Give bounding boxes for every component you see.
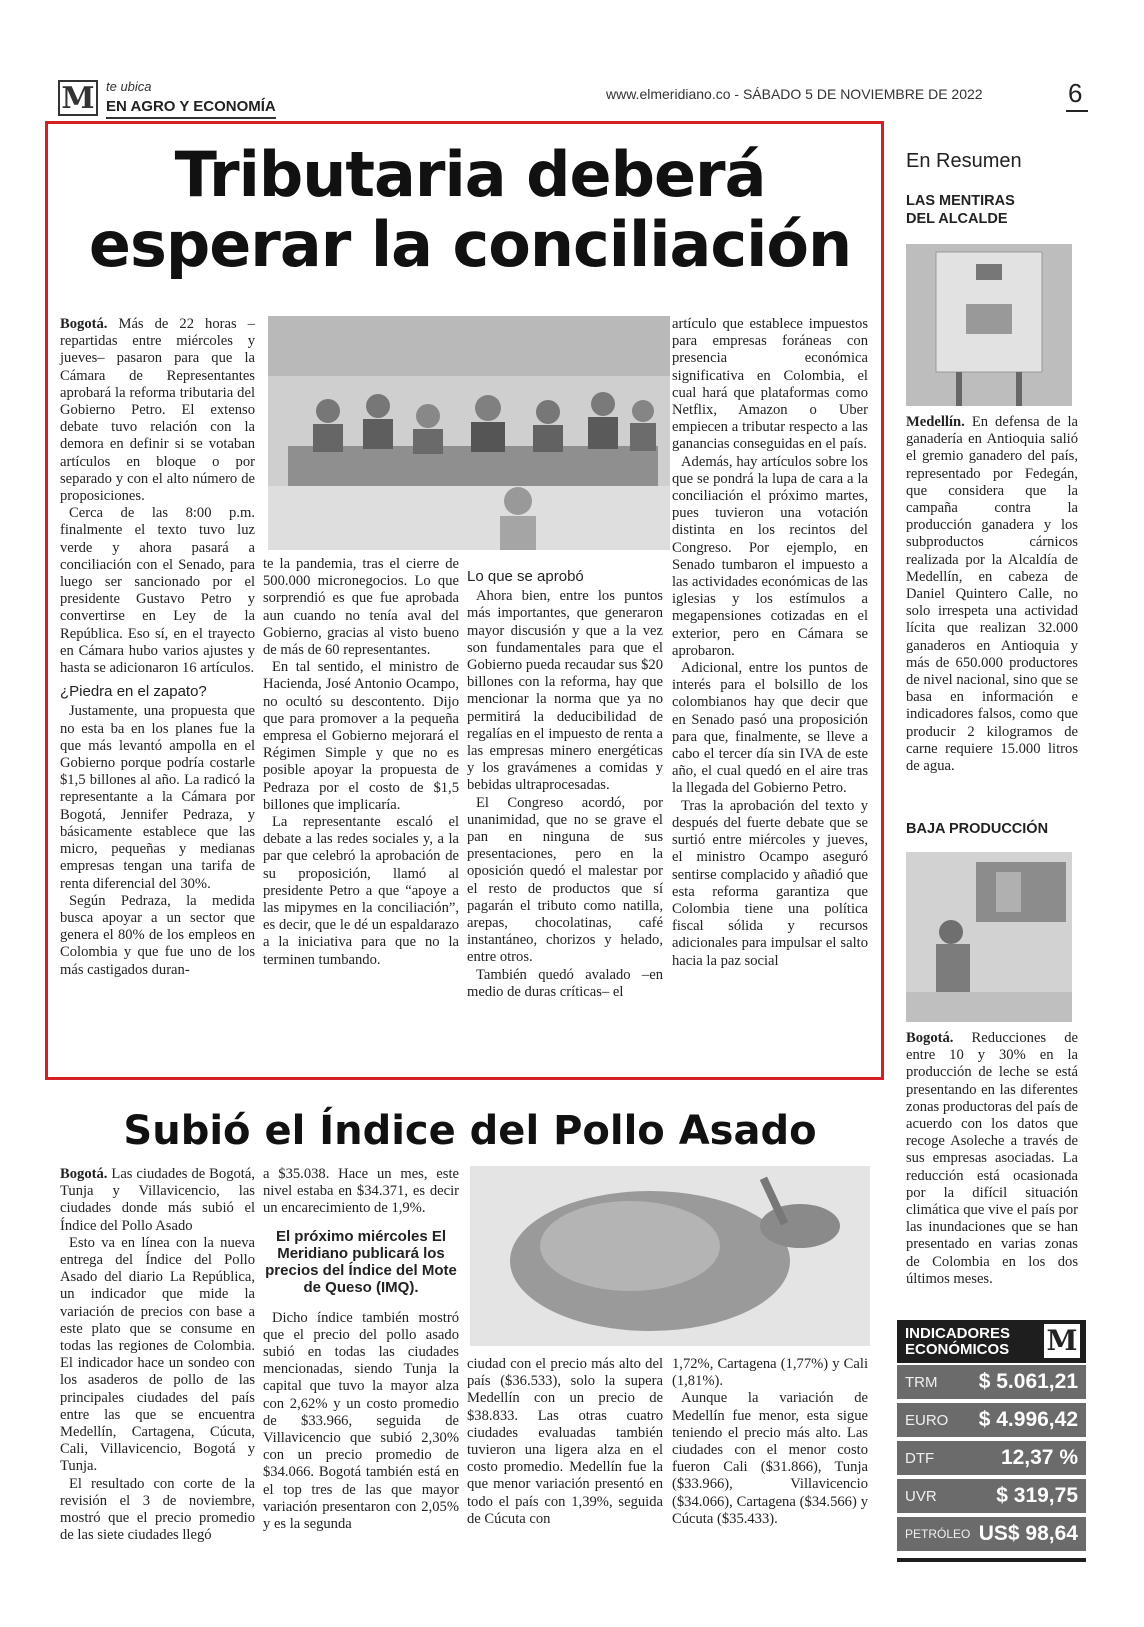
paragraph: Esto va en línea con la nueva entrega del Índice del Pollo Asado del diario La República, un indicador que mide la variación de precios con base a este plato que se consume en todas las regiones de Colombia. El indicador hace un sondeo con los asaderos de pollo de las principales ciudades del país entre las que se encuentra Medellín, Cartagena, Cúcuta, Cali, Villavicencio, Bogotá y Tunja. [60, 1234, 255, 1475]
sidebar-title: En Resumen [906, 150, 1022, 172]
indicator-label: UVR [905, 1487, 937, 1505]
indicator-value: $ 4.996,42 [978, 1408, 1078, 1431]
article1-column-1 [60, 316, 255, 979]
indicators-title-line-1: INDICADORES [905, 1325, 1011, 1342]
milk-farmer-photo [906, 852, 1072, 1022]
billboard-illustration [906, 244, 1072, 406]
article2-column-2 [263, 1166, 459, 1533]
dateline: Bogotá. [60, 316, 108, 332]
indicator-value: 12,37 % [1000, 1446, 1078, 1469]
paragraph: Reducciones de entre 10 y 30% en la producción de leche se está presentando en las diferentes zonas productoras del país de acuerdo con los datos que recoge Asoleche a través de sus empresas asociadas. La reducción está ocasionada por la difícil situación climática que vive el país por las inundaciones que se han presentado en varias zonas de Colombia en los dos últimos meses. [906, 1030, 1078, 1287]
article2-column-3 [467, 1356, 663, 1528]
indicator-row-euro [897, 1403, 1086, 1437]
indicator-value: $ 5.061,21 [978, 1370, 1078, 1393]
paragraph: ciudad con el precio más alto del país ($36.533), solo la supera Medellín con un precio de $38.833. Las otras cuatro ciudades evaluadas también tuvieron una ligera alza en el costo promedio. Medellín fue la que menor variación presentó en todo el país con 1,39%, seguida de Cúcuta con [467, 1356, 663, 1527]
article-headline [60, 140, 880, 280]
dateline: Bogotá. [906, 1030, 954, 1046]
article1-column-2 [263, 556, 459, 969]
indicators-header [897, 1320, 1086, 1363]
roast-chicken-photo [470, 1166, 870, 1346]
paragraph: La representante escaló el debate a las redes sociales y, a la par que celebró la aprobación de su proposición, llamó al presidente Petro a que “apoye a las mipymes en la conciliación”, es decir, que le dé un espaldarazo a la iniciativa para que no la terminen tumbando. [263, 814, 459, 968]
billboard-photo [906, 244, 1072, 406]
paragraph: Tras la aprobación del texto y después del fuerte debate que se surtió entre miércoles y jueves, el ministro Ocampo aseguró sentirse complacido y añadió que esta reforma garantiza que Colombia tiene una política fiscal sólida y recursos adicionales para impulsar el salto hacia la paz social [672, 797, 868, 969]
milk-farmer-illustration [906, 852, 1072, 1022]
paragraph: También quedó avalado –en medio de duras críticas– el [467, 966, 663, 1000]
subheading: ¿Piedra en el zapato? [60, 683, 207, 701]
indicator-label: EURO [905, 1411, 949, 1429]
paragraph: Más de 22 horas –repartidas entre miércoles y jueves– pasaron para que la Cámara de Representantes aprobará la reforma tributaria del Gobierno Petro. El extenso debate tuvo relación con la demora en definir si se votaban artículos en bloque o por separado y con el alto número de proposiciones. [60, 316, 255, 505]
article1-column-4 [672, 316, 868, 970]
indicators-logo: M [1044, 1324, 1080, 1358]
paragraph: El resultado con corte de la revisión el 3 de noviembre, mostró que el precio promedio de las siete ciudades llegó [60, 1475, 255, 1544]
sidebar-item2-body [906, 1030, 1078, 1288]
paragraph: Las ciudades de Bogotá, Tunja y Villavicencio, las ciudades donde más subió el Índice del Pollo Asado [60, 1166, 255, 1234]
paragraph: En defensa de la ganadería en Antioquia salió el gremio ganadero del país, representado por Fedegán, que considera que la campaña contra la producción ganadera y los subproductos cárnicos realizada por la Alcaldía de Medellín, en cabeza de Daniel Quintero Calle, no solo irrespeta una actividad lícita que realizan 32.000 ganaderos en Antioquia y más de 650.000 productores de nivel nacional, sino que se basa en información e indicadores falsos, como que producir 2 kilogramos de carne requiere 15.000 litros de agua. [906, 414, 1078, 775]
indicator-row-trm [897, 1365, 1086, 1399]
newspaper-logo [58, 80, 98, 116]
logo-letter: M [61, 80, 95, 116]
indicator-value: US$ 98,64 [978, 1522, 1078, 1545]
article2-column-1 [60, 1166, 255, 1544]
congress-photo-illustration [268, 316, 670, 550]
article2-headline: Subió el Índice del Pollo Asado [123, 1108, 817, 1154]
paragraph: artículo que establece impuestos para empresas foráneas con presencia económica significativa en Colombia, el cual hará que plataformas como Netflix, Amazon o Uber empiecen a tributar respecto a las ganancias conseguidas en el país. [672, 316, 868, 453]
promo-teaser: El próximo miércoles El Meridiano publicará los precios del Índice del Mote de Queso (IMQ). [265, 1227, 457, 1296]
indicator-value: $ 319,75 [996, 1484, 1078, 1507]
paragraph: Aunque la variación de Medellín fue menor, esta sigue teniendo el precio más alto. Las ciudades con el menor costo fueron Cali ($31.866), Tunja ($33.966), Villavicencio ($34.066), Cartagena ($34.566) y Cúcuta ($35.433). [672, 1390, 868, 1527]
paragraph: Dicho índice también mostró que el precio del pollo asado subió en todas las ciudades mencionadas, siendo Tunja la capital que tuvo la mayor alza con 2,62% y un costo promedio de $33.966, seguida de Villavicencio que subió 2,30% con un precio promedio de $34.066. Bogotá también está en el top tres de las que mayor variación presentaron con 2,05% y es la segunda [263, 1309, 459, 1533]
sidebar-item2-heading: BAJA PRODUCCIÓN [906, 821, 1049, 837]
paragraph: 1,72%, Cartagena (1,77%) y Cali (1,81%). [672, 1356, 868, 1390]
page-number: 6 [1068, 78, 1083, 108]
dateline: Medellín. [906, 414, 965, 430]
paragraph: Adicional, entre los puntos de interés para el bolsillo de los colombianos hay que decir que en Senado pasó una proposición para que, finalmente, se lleve a cabo el tercer día sin IVA de este año, el cual quedó en el aire tras la llegada del Gobierno Petro. [672, 660, 868, 797]
headline-line-1: Tributaria deberá [174, 138, 766, 211]
congress-session-photo [268, 316, 670, 550]
indicators-bottom-rule [897, 1558, 1086, 1562]
indicator-label: PETRÓLEO [905, 1527, 971, 1541]
paragraph: Justamente, una propuesta que no esta ba en los planes fue la que más levantó ampolla en el Gobierno porque podría costarle $1,5 billones al año. La radicó la representante a la Cámara por Bogotá, Jennifer Pedraza, y básicamente establece que las micro, pequeñas y medianas empresas tengan una tarifa de renta diferencial del 30%. [60, 703, 255, 892]
paragraph: El Congreso acordó, por unanimidad, que no se grave el pan en ninguna de sus presentaciones, pero en la oposición quedó el malestar por el resto de productos que sí pagarán el tributo como natilla, arepas, chocolatinas, café instantáneo, chorizos y helado, entre otros. [467, 794, 663, 966]
indicator-label: DTF [905, 1449, 935, 1467]
dateline: Bogotá. [60, 1166, 108, 1182]
sidebar-item1-body [906, 414, 1078, 775]
article1-column-3 [467, 568, 663, 1001]
indicator-row-uvr [897, 1479, 1086, 1513]
page-number-underline [1066, 110, 1088, 112]
paragraph: Cerca de las 8:00 p.m. finalmente el texto tuvo luz verde y ahora pasará a conciliación con el Senado, para luego ser sancionado por el presidente Gustavo Petro y convertirse en Ley de la República. Eso sí, en el trayecto en Cámara hubo varios ajustes y hasta se adicionaron 16 artículos. [60, 505, 255, 677]
paragraph: te la pandemia, tras el cierre de 500.000 micronegocios. Lo que sorprendió es que fue aprobada aun cuando no tenía aval del Gobierno, gracias al visto bueno de más de 60 representantes. [263, 556, 459, 659]
paragraph: En tal sentido, el ministro de Hacienda, José Antonio Ocampo, no ocultó su descontento. Dijo que para promover a la pequeña empresa el Gobierno mejorará el Régimen Simple y que no es posible apoyar la propuesta de Pedraza por el costo de $1,5 billones que implicaría. [263, 659, 459, 813]
paragraph: Además, hay artículos sobre los que se pondrá la lupa de cara a la conciliación el próximo martes, pues tuvieron una votación distinta en los recintos del Congreso. Por ejemplo, en Senado tumbaron el impuesto a las actividades económicas de las iglesias y los estímulos a megapensiones cotizadas en el exterior, pero en Cámara se aprobaron. [672, 453, 868, 659]
indicator-label: TRM [905, 1373, 938, 1391]
indicator-row-petroleo [897, 1517, 1086, 1551]
indicators-title-line-2: ECONÓMICOS [905, 1341, 1010, 1358]
paragraph: a $35.038. Hace un mes, este nivel estaba en $34.371, es decir un encarecimiento de 1,9%. [263, 1166, 459, 1217]
subheading: Lo que se aprobó [467, 568, 584, 585]
paragraph: Según Pedraza, la medida busca apoyar a un sector que genera el 80% de los empleos en Colombia y que fue uno de los más castigados duran- [60, 892, 255, 978]
headline-line-2: esperar la conciliación [88, 208, 852, 281]
section-name: EN AGRO Y ECONOMÍA [106, 98, 276, 119]
roast-chicken-illustration [470, 1166, 870, 1346]
article2-column-4 [672, 1356, 868, 1528]
section-kicker: te ubica [106, 79, 152, 94]
sidebar-item1-heading: LAS MENTIRAS DEL ALCALDE [906, 193, 1015, 227]
paragraph: Ahora bien, entre los puntos más importantes, que generaron mayor discusión y que a la vez son fundamentales para que el Gobierno pueda recaudar sus $20 billones con la reforma, hay que mencionar la norma que ya no permitirá la deducibilidad de regalías en el impuesto de renta a las empresas minero energéticas y los gravámenes a comidas y bebidas ultraprocesadas. [467, 588, 663, 794]
website-date-line: www.elmeridiano.co - SÁBADO 5 DE NOVIEMBRE DE 2022 [606, 86, 983, 102]
indicator-row-dtf [897, 1441, 1086, 1475]
